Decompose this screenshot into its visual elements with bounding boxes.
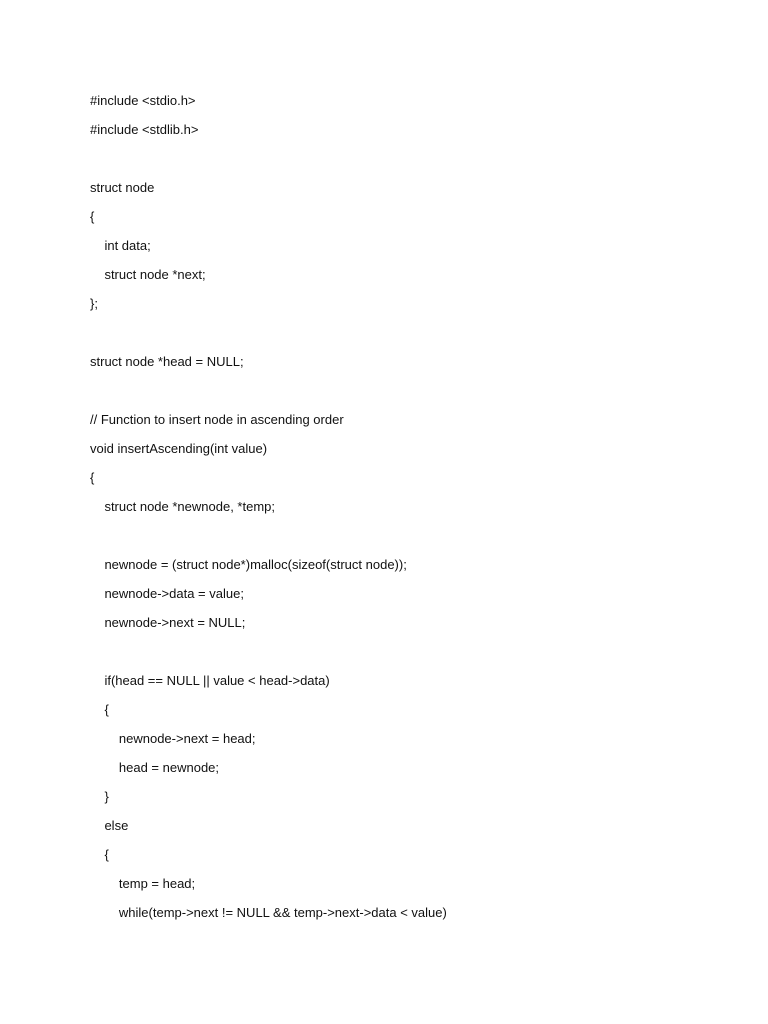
code-line xyxy=(90,148,730,177)
code-line: newnode = (struct node*)malloc(sizeof(struct node)); xyxy=(90,557,407,572)
code-line: else xyxy=(90,818,129,833)
code-line: } xyxy=(90,789,109,804)
code-line: // Function to insert node in ascending order xyxy=(90,412,344,427)
code-line: struct node *head = NULL; xyxy=(90,354,244,369)
code-line: #include <stdlib.h> xyxy=(90,122,199,137)
code-listing xyxy=(90,90,730,931)
code-line: newnode->next = head; xyxy=(90,731,256,746)
code-line: while(temp->next != NULL && temp->next->data < value) xyxy=(90,905,447,920)
code-line: }; xyxy=(90,296,98,311)
code-line xyxy=(90,322,730,351)
code-line: { xyxy=(90,470,95,485)
code-line: temp = head; xyxy=(90,876,196,891)
code-line xyxy=(90,380,730,409)
code-line: struct node xyxy=(90,180,155,195)
code-line: newnode->data = value; xyxy=(90,586,244,601)
code-line: struct node *newnode, *temp; xyxy=(90,499,275,514)
code-line: { xyxy=(90,702,109,717)
code-line: { xyxy=(90,209,95,224)
code-line xyxy=(90,525,730,554)
code-line: if(head == NULL || value < head->data) xyxy=(90,673,330,688)
code-line: void insertAscending(int value) xyxy=(90,441,268,456)
code-line: struct node *next; xyxy=(90,267,206,282)
code-line: #include <stdio.h> xyxy=(90,93,196,108)
code-line xyxy=(90,641,730,670)
code-line: newnode->next = NULL; xyxy=(90,615,246,630)
code-line: head = newnode; xyxy=(90,760,220,775)
code-line: { xyxy=(90,847,109,862)
code-line: int data; xyxy=(90,238,151,253)
